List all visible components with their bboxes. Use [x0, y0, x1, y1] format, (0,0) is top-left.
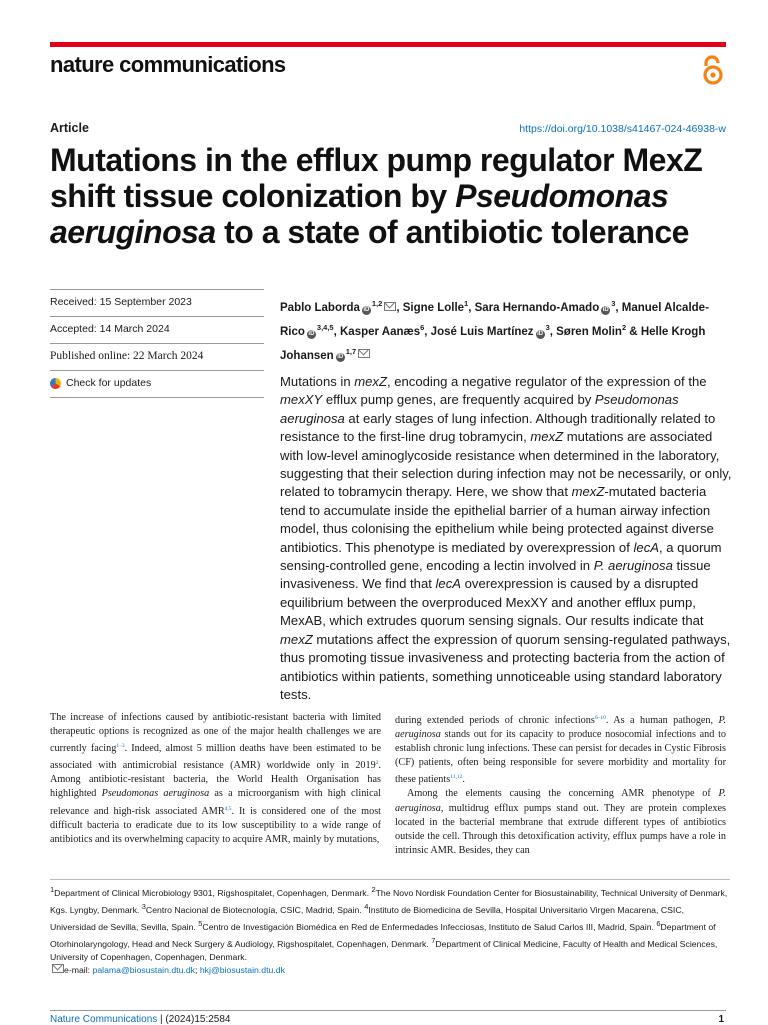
affiliation-number: 3,4,5	[316, 322, 334, 332]
orcid-icon[interactable]: iD	[337, 354, 344, 361]
affiliation-number: 1,7	[345, 346, 357, 356]
email-line: e-mail: palama@biosustain.dtu.dk; hkj@biosustain.dtu.dk	[50, 964, 730, 977]
crossmark-icon	[50, 378, 61, 389]
open-access-icon[interactable]	[700, 53, 726, 87]
email-link[interactable]: hkj@biosustain.dtu.dk	[199, 964, 285, 975]
author-list: Pablo Laborda iD$^{1,2}$ , Signe Lolle$^1$, Sara Hernando-Amado $iD^3$, Manuel Alcalde-Rico iD$^{3,4,5}$, Kasper Aanæs$^6$, José Luis Martínez $iD^3$, Søren Molin$^2$ & Helle Krogh Johansen iD$^{1,7}$	[280, 299, 709, 362]
orcid-icon[interactable]: iD	[602, 306, 609, 313]
body-paragraph: The increase of infections caused by antibiotic-resistant bacteria with limited therapeutic options is recognized as one of the major health challenges we are currently facing$^{1-3}$. Indeed, almost 5 million deaths have been estimated to be associated with antimicrobial resistance (AMR) worldwide only in 2019$^2$. Among antibiotic-resistant bacteria, the World Health Organisation has highlighted Pseudomonas aeruginosa as a microorganism with high clinical relevance and high-risk associated AMR$^{4,5}$. It is considered one of the most difficult bacteria to eradicate due to its low susceptibility to a wide range of antibiotics and its overwhelming capacity to acquire AMR, mainly by mutations,	[50, 712, 382, 845]
author-name[interactable]: Signe Lolle	[402, 301, 465, 314]
author-name[interactable]: Pablo Laborda	[280, 301, 360, 314]
affiliation-number: 6	[420, 322, 425, 332]
affiliations-footnotes	[50, 879, 730, 977]
author-name[interactable]: Helle Krogh Johansen	[280, 325, 706, 362]
affiliation-number: 2	[621, 322, 627, 332]
affiliation-number: 3	[611, 299, 616, 308]
author-name[interactable]: Søren Molin	[556, 325, 622, 338]
email-link[interactable]: palama@biosustain.dtu.dk	[92, 964, 196, 975]
footnote-divider	[50, 879, 730, 880]
doi-link[interactable]: https://doi.org/10.1038/s41467-024-46938-w	[519, 123, 726, 135]
email-icon	[52, 964, 64, 973]
affiliation-number: 3	[545, 322, 550, 332]
page-number: 1	[718, 1014, 724, 1025]
footer-citation: Nature Communications | (2024)15:2584	[50, 1014, 231, 1025]
affiliations-text: $^1$Department of Clinical Microbiology 9301, Rigshospitalet, Copenhagen, Denmark. $^2$The Novo Nordisk Foundation Center for Biosustainability, Technical University of Denmark, Kgs. Lyngby, Denmark. $^3$Centro Nacional de Biotecnología, CSIC, Madrid, Spain. $^4$Instituto de Biomedicina de Sevilla, Hospital Universitario Virgen Macarena, CSIC, Universidad de Sevilla, Sevilla, Spain. $^5$Centro de Investigación Biomédica en Red de Enfermedades Infecciosas, Instituto de Salud Carlos III, Madrid, Spain. $^6$Department of Otorhinolaryngology, Head and Neck Surgery & Audiology, Rigshospitalet, Copenhagen, Denmark. $^7$Department of Clinical Medicine, Faculty of Health and Medical Sciences, University of Copenhagen, Copenhagen, Denmark.	[50, 885, 728, 962]
email-icon[interactable]	[358, 349, 370, 358]
body-paragraph: during extended periods of chronic infections$^{6-10}$. As a human pathogen, P. aeruginosa stands out for its capacity to produce nosocomial infections and to establish chronic lung infections. These can persist for decades in Cystic Fibrosis (CF) patients, often being responsible for severe morbidity and mortality for these patients$^{11,12}$.	[395, 715, 726, 786]
footer-citation-text: (2024)15:2584	[165, 1014, 231, 1025]
body-column-left	[50, 711, 381, 847]
received-date: Received: 15 September 2023	[50, 289, 264, 316]
affiliation-number: 1,2	[371, 299, 383, 308]
footer-journal-name[interactable]: Nature Communications	[50, 1014, 158, 1025]
orcid-icon[interactable]: iD	[308, 330, 315, 337]
accepted-date: Accepted: 14 March 2024	[50, 316, 264, 343]
author-name[interactable]: Manuel Alcalde-Rico	[280, 301, 709, 338]
body-paragraph: Among the elements causing the concerning AMR phenotype of P. aeruginosa, multidrug efflux pumps stand out. They are protein complexes located in the bacterial membrane that extrude different types of antibiotics outside the cell. Through this detoxification activity, efflux pumps have a role in intrinsic AMR. Besides, they can	[395, 788, 726, 856]
author-name[interactable]: Kasper Aanæs	[340, 325, 421, 338]
journal-name[interactable]: nature communications	[50, 52, 286, 77]
author-name[interactable]: José Luis Martínez	[430, 325, 534, 338]
email-label: e-mail:	[64, 964, 91, 975]
published-date: Published online: 22 March 2024	[50, 343, 264, 370]
article-type-label: Article	[50, 121, 89, 135]
abstract: Mutations in mexZ, encoding a negative regulator of the expression of the mexXY efflux pump genes, are frequently acquired by Pseudomonas aeruginosa at early stages of lung infection. Although traditionally related to resistance to the first-line drug tobramycin, mexZ mutations are associated with low-level aminoglycoside resistance when determined in the laboratory, suggesting that their selection during infection may not be necessarily, or only, related to tobramycin therapy. Here, we show that mexZ-mutated bacteria tend to accumulate inside the epithelial barrier of a human airway infection model, thus colonising the epithelium while being protected against diverse antibiotics. This phenotype is mediated by overexpression of lecA, a quorum sensing-controlled gene, encoding a lectin involved in P. aeruginosa tissue invasiveness. We find that lecA overexpression is caused by a disrupted equilibrium between the overproduced MexXY and another efflux pump, MexAB, which extrudes quorum sensing signals. Our results indicate that mexZ mutations affect the expression of quorum sensing-regulated pathways, thus promoting tissue invasiveness and protecting bacteria from the action of antibiotics within patients, something unnoticeable using standard laboratory tests.	[280, 374, 732, 702]
orcid-icon[interactable]: iD	[363, 306, 370, 313]
article-title: Mutations in the efflux pump regulator MexZ shift tissue colonization by Pseudomonas aeruginosa to a state of antibiotic tolerance	[50, 142, 703, 250]
top-accent-bar	[50, 42, 726, 47]
body-column-right	[395, 711, 726, 858]
affiliation-number: 1	[464, 299, 469, 308]
footer-divider	[50, 1010, 726, 1011]
check-for-updates-label: Check for updates	[66, 377, 152, 389]
orcid-icon[interactable]: iD	[537, 330, 544, 337]
check-for-updates-button[interactable]	[50, 370, 264, 398]
author-name[interactable]: Sara Hernando-Amado	[474, 301, 600, 314]
article-dates-sidebar	[50, 289, 264, 398]
email-icon[interactable]	[384, 302, 396, 311]
